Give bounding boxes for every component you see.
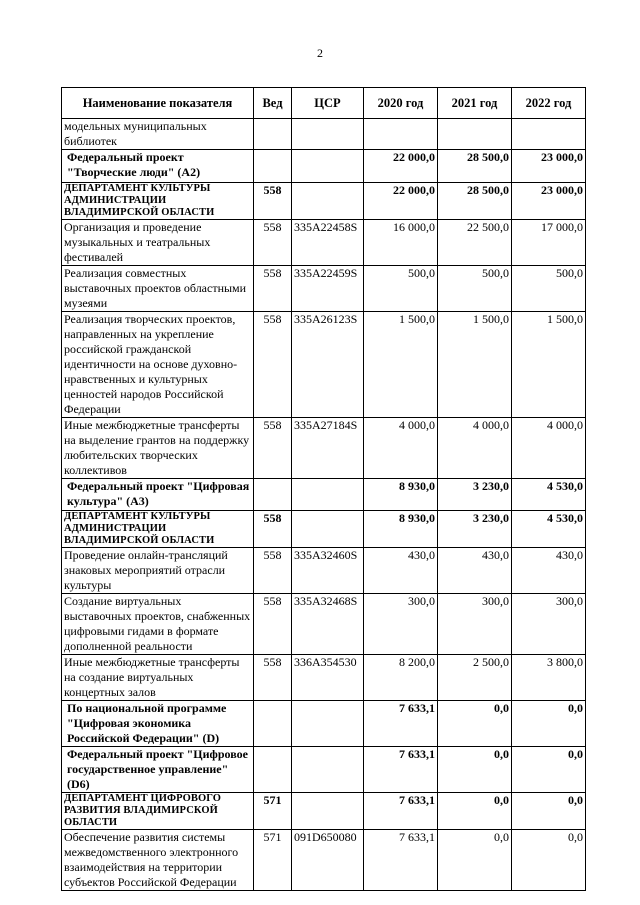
cell-ved: 558 bbox=[254, 312, 292, 418]
cell-y2021: 300,0 bbox=[438, 594, 512, 655]
cell-csr bbox=[292, 701, 364, 747]
table-header-row bbox=[62, 88, 586, 119]
cell-y2020: 7 633,1 bbox=[364, 793, 438, 830]
cell-csr bbox=[292, 793, 364, 830]
cell-csr bbox=[292, 511, 364, 548]
cell-y2020: 8 930,0 bbox=[364, 479, 438, 511]
cell-ved: 571 bbox=[254, 793, 292, 830]
cell-y2022: 17 000,0 bbox=[512, 220, 586, 266]
header-name: Наименование показателя bbox=[62, 88, 254, 119]
header-2022: 2022 год bbox=[512, 88, 586, 119]
cell-y2022: 300,0 bbox=[512, 594, 586, 655]
header-ved: Вед bbox=[254, 88, 292, 119]
cell-y2020: 7 633,1 bbox=[364, 830, 438, 891]
cell-csr: 336А354530 bbox=[292, 655, 364, 701]
cell-y2020: 430,0 bbox=[364, 548, 438, 594]
cell-name: ДЕПАРТАМЕНТ КУЛЬТУРЫ АДМИНИСТРАЦИИ ВЛАДИМИРСКОЙ ОБЛАСТИ bbox=[62, 183, 254, 220]
cell-name: Организация и проведение музыкальных и театральных фестивалей bbox=[62, 220, 254, 266]
cell-name: Создание виртуальных выставочных проектов, снабженных цифровыми гидами в формате дополненной реальности bbox=[62, 594, 254, 655]
page-number: 2 bbox=[317, 46, 323, 60]
cell-y2022: 0,0 bbox=[512, 830, 586, 891]
cell-name: Проведение онлайн-трансляций знаковых мероприятий отрасли культуры bbox=[62, 548, 254, 594]
cell-name: Обеспечение развития системы межведомственного электронного взаимодействия на территории субъектов Российской Федерации bbox=[62, 830, 254, 891]
cell-csr bbox=[292, 747, 364, 793]
cell-y2020: 16 000,0 bbox=[364, 220, 438, 266]
table-row bbox=[62, 793, 586, 830]
table-row bbox=[62, 220, 586, 266]
cell-y2021 bbox=[438, 119, 512, 150]
header-csr: ЦСР bbox=[292, 88, 364, 119]
cell-ved: 558 bbox=[254, 220, 292, 266]
cell-ved: 558 bbox=[254, 594, 292, 655]
cell-y2020: 500,0 bbox=[364, 266, 438, 312]
cell-y2021: 430,0 bbox=[438, 548, 512, 594]
cell-y2020: 1 500,0 bbox=[364, 312, 438, 418]
cell-y2021: 28 500,0 bbox=[438, 183, 512, 220]
cell-ved: 558 bbox=[254, 266, 292, 312]
cell-y2021: 0,0 bbox=[438, 701, 512, 747]
cell-csr: 091D650080 bbox=[292, 830, 364, 891]
cell-y2022: 1 500,0 bbox=[512, 312, 586, 418]
cell-y2022: 4 000,0 bbox=[512, 418, 586, 479]
cell-name: Иные межбюджетные трансферты на выделение грантов на поддержку любительских творческих коллективов bbox=[62, 418, 254, 479]
header-2020: 2020 год bbox=[364, 88, 438, 119]
cell-y2020: 7 633,1 bbox=[364, 701, 438, 747]
cell-ved: 558 bbox=[254, 183, 292, 220]
cell-name: ДЕПАРТАМЕНТ ЦИФРОВОГО РАЗВИТИЯ ВЛАДИМИРСКОЙ ОБЛАСТИ bbox=[62, 793, 254, 830]
cell-y2020: 300,0 bbox=[364, 594, 438, 655]
cell-y2022: 23 000,0 bbox=[512, 183, 586, 220]
cell-y2021: 0,0 bbox=[438, 793, 512, 830]
cell-csr: 335А22459S bbox=[292, 266, 364, 312]
cell-ved bbox=[254, 701, 292, 747]
cell-y2020: 22 000,0 bbox=[364, 150, 438, 183]
header-2021: 2021 год bbox=[438, 88, 512, 119]
cell-y2021: 500,0 bbox=[438, 266, 512, 312]
cell-y2022 bbox=[512, 119, 586, 150]
cell-y2022: 23 000,0 bbox=[512, 150, 586, 183]
cell-y2022: 3 800,0 bbox=[512, 655, 586, 701]
table-row bbox=[62, 266, 586, 312]
cell-ved bbox=[254, 479, 292, 511]
cell-csr bbox=[292, 479, 364, 511]
cell-name: ДЕПАРТАМЕНТ КУЛЬТУРЫ АДМИНИСТРАЦИИ ВЛАДИМИРСКОЙ ОБЛАСТИ bbox=[62, 511, 254, 548]
table-row bbox=[62, 747, 586, 793]
cell-csr bbox=[292, 183, 364, 220]
budget-table bbox=[61, 87, 586, 891]
cell-y2021: 2 500,0 bbox=[438, 655, 512, 701]
cell-name: Федеральный проект "Цифровая культура" (А3) bbox=[62, 479, 254, 511]
table-row bbox=[62, 548, 586, 594]
cell-y2022: 4 530,0 bbox=[512, 479, 586, 511]
cell-y2022: 0,0 bbox=[512, 793, 586, 830]
cell-ved: 571 bbox=[254, 830, 292, 891]
cell-name: Реализация совместных выставочных проектов областными музеями bbox=[62, 266, 254, 312]
table-row bbox=[62, 150, 586, 183]
table-row bbox=[62, 594, 586, 655]
cell-name: Иные межбюджетные трансферты на создание виртуальных концертных залов bbox=[62, 655, 254, 701]
cell-y2020: 22 000,0 bbox=[364, 183, 438, 220]
table-row bbox=[62, 830, 586, 891]
cell-csr bbox=[292, 119, 364, 150]
cell-y2021: 3 230,0 bbox=[438, 511, 512, 548]
cell-y2021: 4 000,0 bbox=[438, 418, 512, 479]
cell-csr: 335А26123S bbox=[292, 312, 364, 418]
cell-y2022: 0,0 bbox=[512, 701, 586, 747]
table-row bbox=[62, 183, 586, 220]
cell-y2020 bbox=[364, 119, 438, 150]
cell-y2022: 0,0 bbox=[512, 747, 586, 793]
cell-y2020: 8 930,0 bbox=[364, 511, 438, 548]
cell-ved: 558 bbox=[254, 418, 292, 479]
table-body bbox=[62, 119, 586, 891]
cell-ved: 558 bbox=[254, 548, 292, 594]
table-row bbox=[62, 119, 586, 150]
cell-csr bbox=[292, 150, 364, 183]
cell-y2021: 0,0 bbox=[438, 747, 512, 793]
table-row bbox=[62, 655, 586, 701]
cell-y2021: 28 500,0 bbox=[438, 150, 512, 183]
cell-name: По национальной программе "Цифровая экономика Российской Федерации" (D) bbox=[62, 701, 254, 747]
cell-csr: 335А27184S bbox=[292, 418, 364, 479]
cell-ved bbox=[254, 119, 292, 150]
cell-y2022: 430,0 bbox=[512, 548, 586, 594]
table-row bbox=[62, 418, 586, 479]
cell-name: модельных муниципальных библиотек bbox=[62, 119, 254, 150]
cell-y2022: 500,0 bbox=[512, 266, 586, 312]
cell-y2020: 4 000,0 bbox=[364, 418, 438, 479]
cell-csr: 335А32460S bbox=[292, 548, 364, 594]
cell-y2022: 4 530,0 bbox=[512, 511, 586, 548]
cell-name: Реализация творческих проектов, направленных на укрепление российской гражданской идентичности на основе духовно-нравственных и культурных ценностей народов Российской Федерации bbox=[62, 312, 254, 418]
cell-csr: 335А32468S bbox=[292, 594, 364, 655]
cell-y2020: 8 200,0 bbox=[364, 655, 438, 701]
table-row bbox=[62, 701, 586, 747]
table-row bbox=[62, 479, 586, 511]
cell-csr: 335А22458S bbox=[292, 220, 364, 266]
cell-y2021: 3 230,0 bbox=[438, 479, 512, 511]
cell-y2021: 22 500,0 bbox=[438, 220, 512, 266]
cell-y2020: 7 633,1 bbox=[364, 747, 438, 793]
cell-name: Федеральный проект "Цифровое государственное управление" (D6) bbox=[62, 747, 254, 793]
table-row bbox=[62, 511, 586, 548]
table-row bbox=[62, 312, 586, 418]
cell-ved: 558 bbox=[254, 511, 292, 548]
cell-y2021: 1 500,0 bbox=[438, 312, 512, 418]
cell-y2021: 0,0 bbox=[438, 830, 512, 891]
cell-name: Федеральный проект "Творческие люди" (А2) bbox=[62, 150, 254, 183]
cell-ved bbox=[254, 747, 292, 793]
cell-ved bbox=[254, 150, 292, 183]
cell-ved: 558 bbox=[254, 655, 292, 701]
